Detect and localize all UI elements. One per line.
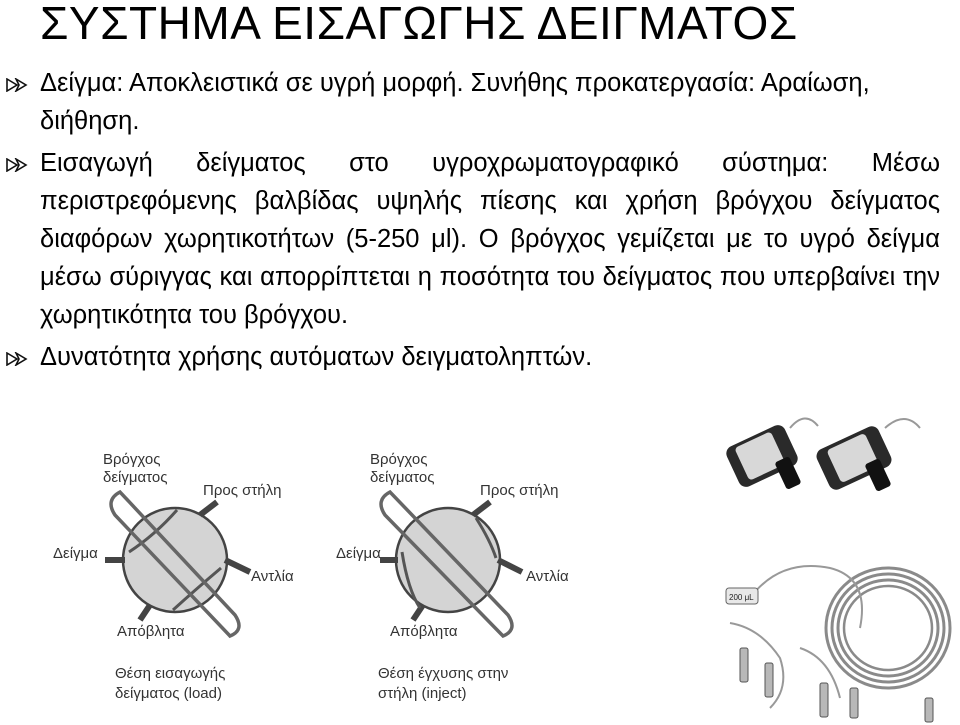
- caption: Θέση εισαγωγής: [115, 665, 226, 682]
- bullet-item: [0, 64, 960, 140]
- coiled-loop: [826, 568, 950, 688]
- caption: στήλη (inject): [378, 685, 467, 702]
- loop-label: Βρόγχος: [370, 451, 428, 468]
- valve-photo: [724, 418, 920, 492]
- bullet-text: Δείγμα: Αποκλειστικά σε υγρή μορφή. Συνήθης προκατεργασία: Αραίωση, διήθηση.: [40, 69, 870, 135]
- arrow-bullet-icon: [6, 78, 28, 92]
- waste-label: Απόβλητα: [117, 623, 185, 640]
- valve-diagram-load: [45, 440, 315, 715]
- arrow-bullet-icon: [6, 158, 28, 172]
- arrow-bullet-icon: [6, 352, 28, 366]
- loop-label: δείγματος: [370, 469, 435, 486]
- valve-body: [380, 502, 522, 620]
- loop-tag-label: 200 μL: [729, 593, 754, 602]
- loop-label: δείγματος: [103, 469, 168, 486]
- pump-label: Αντλία: [251, 568, 294, 585]
- valve-body: [105, 502, 250, 620]
- bullet-list: [0, 64, 960, 380]
- sample-label: Δείγμα: [336, 545, 381, 562]
- loop-label: Βρόγχος: [103, 451, 161, 468]
- bullet-text: Εισαγωγή δείγματος στο υγροχρωματογραφικό σύστημα: Μέσω περιστρεφόμενης βαλβίδας υψηλής πίεσης και χρήση βρόγχου δείγματος διαφόρων χωρητικοτήτων (5-250 μl). Ο βρόγχος γεμίζεται με το υγρό δείγμα μέσω σύριγγας και απορρίπτεται η ποσότητα του δείγματος που υπερβαίνει την χωρητικότητα του βρόγχου.: [40, 149, 940, 329]
- waste-label: Απόβλητα: [390, 623, 458, 640]
- column-label: Προς στήλη: [203, 482, 282, 499]
- valve-diagram-inject: [330, 440, 600, 715]
- bullet-text: Δυνατότητα χρήσης αυτόματων δειγματοληπτών.: [40, 343, 593, 371]
- sample-loops-photo: [720, 398, 960, 725]
- sample-label: Δείγμα: [53, 545, 98, 562]
- pump-label: Αντλία: [526, 568, 569, 585]
- caption: Θέση έγχυσης στην: [378, 665, 509, 682]
- page-title: ΣΥΣΤΗΜΑ ΕΙΣΑΓΩΓΗΣ ΔΕΙΓΜΑΤΟΣ: [40, 0, 798, 49]
- column-label: Προς στήλη: [480, 482, 559, 499]
- caption: δείγματος (load): [115, 685, 222, 702]
- loop-tag: [726, 588, 758, 604]
- bullet-item: [0, 338, 960, 376]
- bullet-item: [0, 144, 960, 334]
